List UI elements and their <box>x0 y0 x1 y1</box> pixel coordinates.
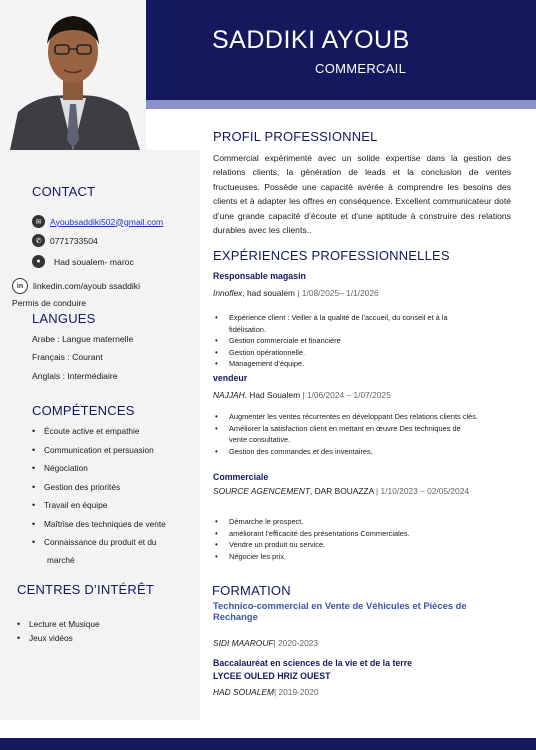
degree-dates: | 2019-2020 <box>273 687 319 697</box>
list-item: • Gestion des commandes et des inventaires, <box>213 446 478 458</box>
list-item: • Travail en équipe <box>32 500 166 519</box>
list-item: • Vendre un produit ou service. <box>213 539 478 551</box>
contact-title: CONTACT <box>32 184 96 199</box>
job-dates: | 1/08/2025– 1/1/2026 <box>297 288 379 298</box>
profile-summary: Commercial expérimenté avec un solide expertise dans la gestion des relations clients, la génération de leads et la conclusion de ventes fructueuses. Possède une capacité avérée à comprendre les besoins des clients et à adapter les offres en conséquence. Excellent communicateur doté d’une grande capacité d’écoute et d’une aptitude à construire des relations durables avec les clients.. <box>213 153 511 236</box>
list-item: • améliorant l’efficacité des présentations Commerciales. <box>213 528 478 540</box>
school-name: HAD SOUALEM <box>213 687 274 697</box>
degree-title: Baccalauréat en sciences de la vie et de la terre LYCEE OULED HRIZ OUEST <box>213 658 413 681</box>
phone-number: 0771733504 <box>50 235 98 246</box>
job-headline: COMMERCAIL <box>315 61 407 76</box>
degree-title: Technico-commercial en Vente de Véhicules et Pièces de Rechange <box>213 600 467 622</box>
skills-title: COMPÉTENCES <box>32 403 135 418</box>
linkedin-icon: in <box>12 278 28 294</box>
contact-address-row <box>32 255 134 268</box>
list-item: • Gestion opérationnelle. <box>213 347 478 359</box>
footer-band <box>0 738 536 750</box>
address: Had soualem- maroc <box>54 256 134 267</box>
header-stripe <box>146 100 536 109</box>
degree-dates: | 2020-2023 <box>273 638 319 648</box>
mail-icon: ✉ <box>32 215 45 228</box>
list-item: • Améliorer la satisfaction client en mettant en œuvre Des techniques de vente consultative. <box>213 423 478 446</box>
contact-linkedin-row <box>12 278 140 294</box>
list-item: • Négocier les prix. <box>213 551 478 563</box>
job-role: vendeur <box>213 373 248 383</box>
contact-email-row <box>32 215 163 228</box>
job-meta <box>213 390 391 400</box>
skills-list <box>32 426 166 556</box>
list-item: • Lecture et Musique <box>17 619 100 633</box>
interests-list <box>17 619 100 647</box>
language-item: Français : Courant <box>32 352 103 362</box>
linkedin-link[interactable]: linkedin.com/ayoub ssaddiki <box>33 281 141 291</box>
job-company: Innoflex <box>213 288 243 298</box>
list-item: • Connaissance du produit et du <box>32 537 166 556</box>
list-item: • Expérience client : Veiller à la qualité de l’accueil, du conseil et à la fidélisation. <box>213 312 478 335</box>
language-item: Arabe : Langue maternelle <box>32 334 134 344</box>
language-item: Anglais : Intermédiaire <box>32 371 118 381</box>
job-role: Commerciale <box>213 472 269 482</box>
job-location: . Had Soualem <box>244 390 301 400</box>
list-item: • Maîtrise des techniques de vente <box>32 519 166 538</box>
job-location: , had soualem <box>242 288 295 298</box>
list-item: • Écoute active et empathie <box>32 426 166 445</box>
job-location: , DAR BOUAZZA <box>309 486 374 496</box>
degree-meta <box>213 687 319 697</box>
list-item: • Gestion commerciale et financière <box>213 335 478 347</box>
contact-phone-row <box>32 234 98 247</box>
driving-permit: Permis de conduire <box>12 298 87 308</box>
job-duties <box>213 312 478 370</box>
degree-meta <box>213 638 318 648</box>
list-item: • Gestion des priorités <box>32 482 166 501</box>
list-item: • Management d’équipe. <box>213 358 478 370</box>
email-link[interactable]: Ayoubsaddiki502@gmail.com <box>50 216 164 227</box>
school-name: SIDI MAAROUF <box>213 638 274 648</box>
phone-icon: ✆ <box>32 234 45 247</box>
skill-continuation: marché <box>47 555 75 565</box>
profile-title: PROFIL PROFESSIONNEL <box>213 129 378 144</box>
job-meta <box>213 486 469 496</box>
interests-title: CENTRES D’INTÉRÊT <box>17 582 155 597</box>
job-duties <box>213 411 478 457</box>
job-company: SOURCE AGENCEMENT <box>213 486 310 496</box>
list-item: • Augmenter les ventes récurrentes en développant Des relations clients clés. <box>213 411 478 423</box>
list-item: • Communication et persuasion <box>32 445 166 464</box>
education-title: FORMATION <box>212 583 291 598</box>
location-icon: ● <box>32 255 45 268</box>
job-company: NAJJAH <box>213 390 245 400</box>
list-item: • Négociation <box>32 463 166 482</box>
languages-title: LANGUES <box>32 311 96 326</box>
job-role: Responsable magasin <box>213 271 306 281</box>
job-duties <box>213 516 478 562</box>
list-item: • Jeux vidéos <box>17 633 100 647</box>
job-dates: | 1/10/2023 – 02/05/2024 <box>376 486 470 496</box>
profile-photo <box>0 0 146 150</box>
job-dates: | 1/06/2024 – 1/07/2025 <box>302 390 391 400</box>
job-meta <box>213 288 379 298</box>
list-item: • Démarche le prospect. <box>213 516 478 528</box>
candidate-name: SADDIKI AYOUB <box>212 26 410 54</box>
experience-title: EXPÉRIENCES PROFESSIONNELLES <box>213 248 450 263</box>
